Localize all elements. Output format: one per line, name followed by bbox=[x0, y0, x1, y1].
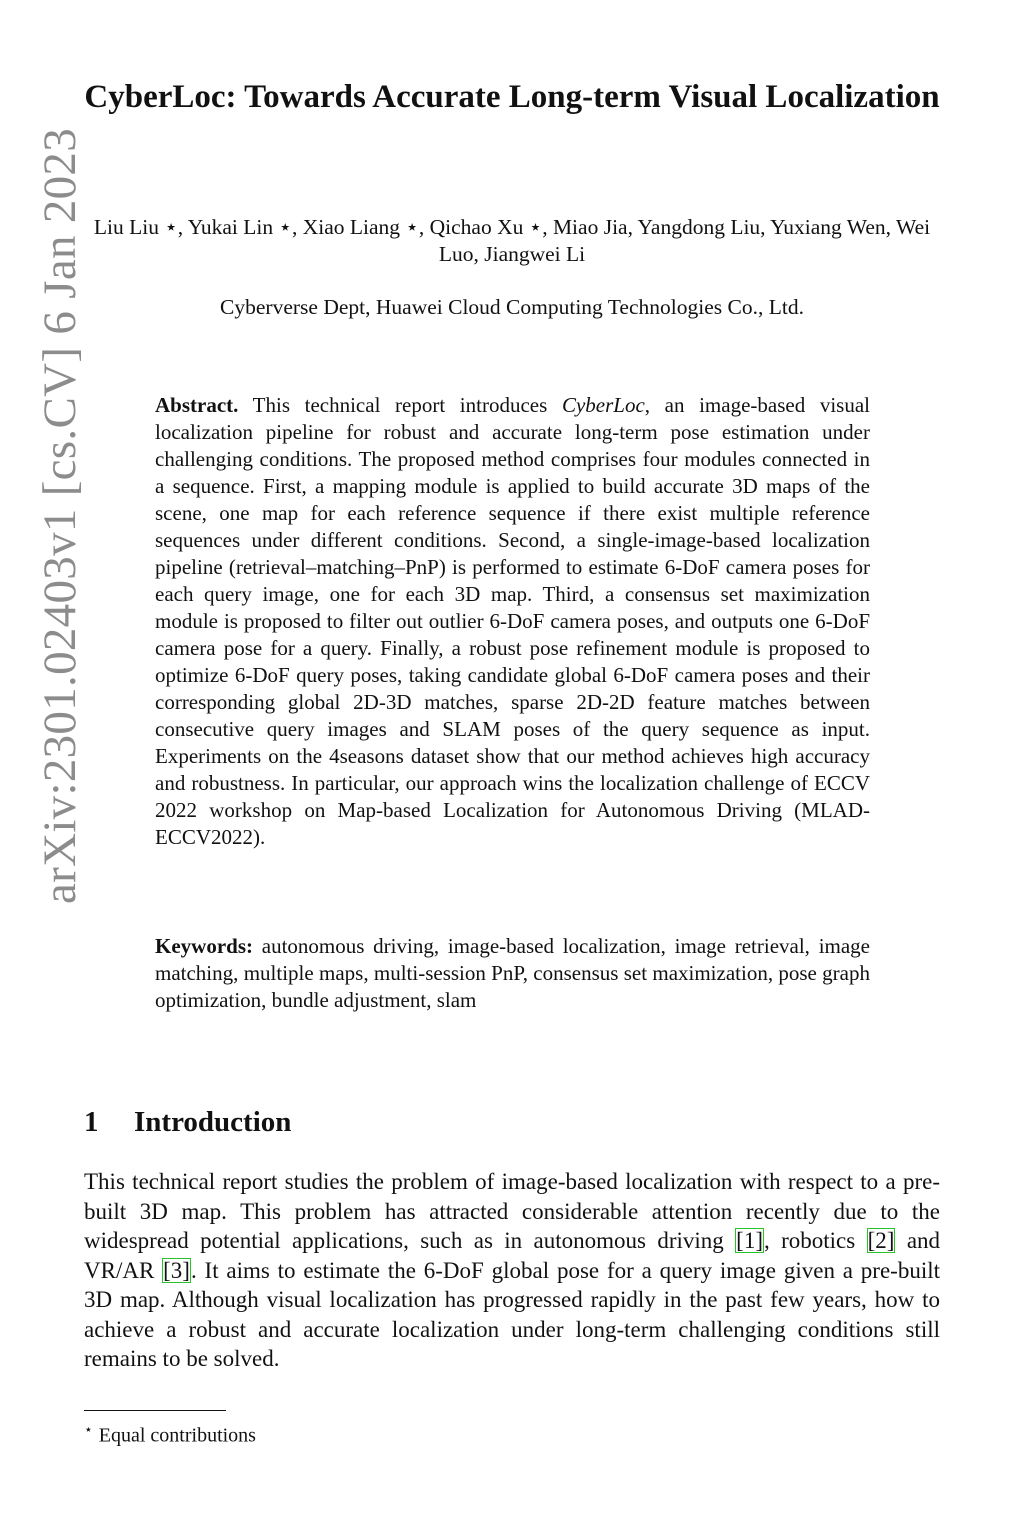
keywords-text: autonomous driving, image-based localization, image retrieval, image matching, multiple maps, multi-session PnP, consensus set maximization, pose graph optimization, bundle adjustment, slam bbox=[155, 934, 870, 1012]
abstract bbox=[155, 392, 870, 851]
section-heading bbox=[84, 1104, 940, 1140]
abstract-label: Abstract. bbox=[155, 393, 239, 417]
section-title: Introduction bbox=[134, 1106, 292, 1138]
arxiv-stamp-text: arXiv:2301.02403v1 [cs.CV] 6 Jan 2023 bbox=[34, 127, 87, 905]
citation-link-1[interactable]: [1] bbox=[736, 1228, 763, 1253]
affiliation: Cyberverse Dept, Huawei Cloud Computing Technologies Co., Ltd. bbox=[220, 295, 804, 319]
paper-title: CyberLoc: Towards Accurate Long-term Visual Localization bbox=[84, 79, 940, 115]
arxiv-identifier-stamp bbox=[28, 96, 92, 936]
abstract-method-name: CyberLoc bbox=[561, 393, 645, 417]
section-number: 1 bbox=[84, 1106, 99, 1138]
keywords-label: Keywords: bbox=[155, 934, 253, 958]
footnote-marker: ⋆ bbox=[84, 1423, 93, 1438]
author-list: Liu Liu ⋆, Yukai Lin ⋆, Xiao Liang ⋆, Qichao Xu ⋆, Miao Jia, Yangdong Liu, Yuxiang Wen, Wei Luo, Jiangwei Li bbox=[93, 215, 931, 266]
citation-link-2[interactable]: [2] bbox=[867, 1228, 895, 1253]
intro-paragraph bbox=[84, 1167, 940, 1374]
footnote-text: Equal contributions bbox=[98, 1424, 256, 1447]
intro-text-2: , robotics bbox=[764, 1228, 856, 1253]
intro-text-3: and VR/AR bbox=[84, 1228, 941, 1283]
abstract-text-before: This technical report introduces bbox=[252, 393, 548, 417]
abstract-text-after: , an image-based visual localization pipeline for robust and accurate long-term pose estimation under challenging conditions. The proposed method comprises four modules connected in a sequence. First, a mapping module is applied to build accurate 3D maps of the scene, one map for each reference sequence if there exist multiple reference sequences under different conditions. Second, a single-image-based localization pipeline (retrieval–matching–PnP) is performed to estimate 6-DoF camera poses for each query image, one for each 3D map. Third, a consensus set maximization module is proposed to filter out outlier 6-DoF camera poses, and outputs one 6-DoF camera pose for a query. Finally, a robust pose refinement module is proposed to optimize 6-DoF query poses, taking candidate global 6-DoF camera poses and their corresponding global 2D-3D matches, sparse 2D-2D feature matches between consecutive query images and SLAM poses of the query sequence as input. Experiments on the 4seasons dataset show that our method achieves high accuracy and robustness. In particular, our approach wins the localization challenge of ECCV 2022 workshop on Map-based Localization for Autonomous Driving (MLAD-ECCV2022). bbox=[155, 393, 871, 849]
intro-text-4: . It aims to estimate the 6-DoF global pose for a query image given a pre-built 3D map. Although visual localization has progressed rapidly in the past few years, how to achieve a robust and accurate localization under long-term challenging conditions still remains to be solved. bbox=[84, 1257, 940, 1371]
footnote bbox=[84, 1418, 940, 1449]
citation-link-3[interactable]: [3] bbox=[163, 1257, 190, 1283]
keywords bbox=[155, 933, 870, 1014]
footnote-divider bbox=[84, 1410, 226, 1411]
intro-text-1: This technical report studies the problem of image-based localization with respect to a pre-built 3D map. This problem has attracted considerable attention recently due to the widespread potential applications, such as in autonomous driving bbox=[84, 1169, 940, 1253]
